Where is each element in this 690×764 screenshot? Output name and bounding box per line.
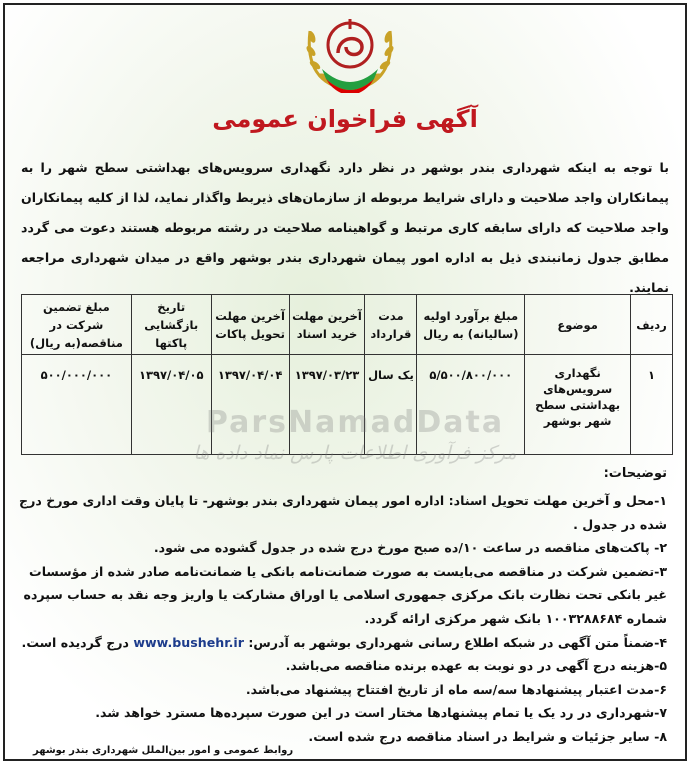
intro-paragraph: با توجه به اینکه شهرداری بندر بوشهر در نظر دارد نگهداری سرویس‌های بهداشتی سطح شهر را به پیمانکاران واجد صلاحیت و دارای شرایط مربوطه از سازمان‌های ذیربط واگذار نماید، لذا از کلیه پیمانکاران واجد صلاحیت که دارای سابقه کاری مرتبط و گواهینامه صلاحیت در رشته مربوطه هستند دعوت می گردد مطابق جدول زمانبندی ذیل به اداره امور پیمان شهرداری بندر بوشهر واقع در میدان شهرداری مراجعه نمایند. [21, 160, 669, 295]
cell-guarantee-amount: ۵۰۰/۰۰۰/۰۰۰ [22, 355, 132, 455]
website-link[interactable]: www.bushehr.ir [133, 634, 244, 650]
cell-contract-duration: یک سال [365, 355, 417, 455]
cell-row-number: ۱ [631, 355, 673, 455]
municipality-emblem-icon [300, 9, 400, 93]
note-item [19, 631, 667, 655]
header-document-deadline: آخرین مهلت خرید اسناد [289, 295, 365, 355]
cell-envelope-deadline: ۱۳۹۷/۰۴/۰۴ [211, 355, 289, 455]
table-header-row [22, 295, 673, 355]
note-item: ۲- پاکت‌های مناقصه در ساعت ۱۰/ده صبح مورخ درج شده در جدول گشوده می شود. [153, 540, 667, 556]
header-row-number: ردیف [631, 295, 673, 355]
note-item: ۷-شهرداری در رد یک یا تمام پیشنهادها مختار است در این صورت سپرده‌ها مسترد خواهد شد. [95, 705, 667, 721]
header-estimated-amount: مبلغ برآورد اولیه (سالیانه) به ریال [417, 295, 525, 355]
note-4-suffix: درج گردیده است. [21, 634, 129, 650]
header-opening-date: تاریخ بازگشایی پاکتها [131, 295, 211, 355]
header-envelope-deadline: آخرین مهلت تحویل پاکات [211, 295, 289, 355]
note-item: ۵-هزینه درج آگهی در دو نوبت به عهده برنده مناقصه می‌باشد. [285, 658, 667, 674]
footer-publisher: روابط عمومی و امور بین‌الملل شهرداری بندر بوشهر [33, 745, 294, 756]
watermark-brand: ParsNamadData [205, 405, 505, 440]
cell-subject: نگهداری سرویس‌های بهداشتی سطح شهر بوشهر [525, 355, 631, 455]
note-4-prefix: ۴-ضمناً متن آگهی در شبکه اطلاع رسانی شهرداری بوشهر به آدرس: [248, 634, 667, 650]
announcement-title: آگهی فراخوان عمومی [212, 105, 478, 133]
notes-title: توضیحات: [603, 466, 667, 481]
note-item: ۳-تضمین شرکت در مناقصه می‌بایست به صورت ضمانت‌نامه بانکی یا ضمانت‌نامه صادر شده از مؤسسات غیر بانکی تحت نظارت بانک مرکزی جمهوری اسلامی یا اوراق مشارکت یا واریز وجه نقد به حساب سپرده شماره ۱۰۰۳۲۸۸۶۸۴ بانک شهر مرکزی ارائه گردد. [23, 563, 667, 626]
cell-estimated-amount: ۵/۵۰۰/۸۰۰/۰۰۰ [417, 355, 525, 455]
note-item: ۱-محل و آخرین مهلت تحویل اسناد: اداره امور پیمان شهرداری بندر بوشهر- تا پایان وقت اداری مورخ درج شده در جدول . [19, 493, 667, 532]
note-item: ۶-مدت اعتبار پیشنهادها سه/سه ماه از تاریخ افتتاح پیشنهاد می‌باشد. [245, 681, 667, 697]
header-guarantee-amount: مبلغ تضمین شرکت در مناقصه(به ریال) [22, 295, 132, 355]
watermark-tagline: مرکز فرآوری اطلاعات پارس نماد داده ها [193, 442, 517, 464]
header-contract-duration: مدت قرارداد [365, 295, 417, 355]
header-subject: موضوع [525, 295, 631, 355]
notes-list [19, 489, 667, 749]
announcement-frame [3, 3, 687, 761]
cell-opening-date: ۱۳۹۷/۰۴/۰۵ [131, 355, 211, 455]
cell-document-deadline: ۱۳۹۷/۰۳/۲۳ [289, 355, 365, 455]
note-item: ۸- سایر جزئیات و شرایط در اسناد مناقصه درج شده است. [308, 728, 667, 744]
